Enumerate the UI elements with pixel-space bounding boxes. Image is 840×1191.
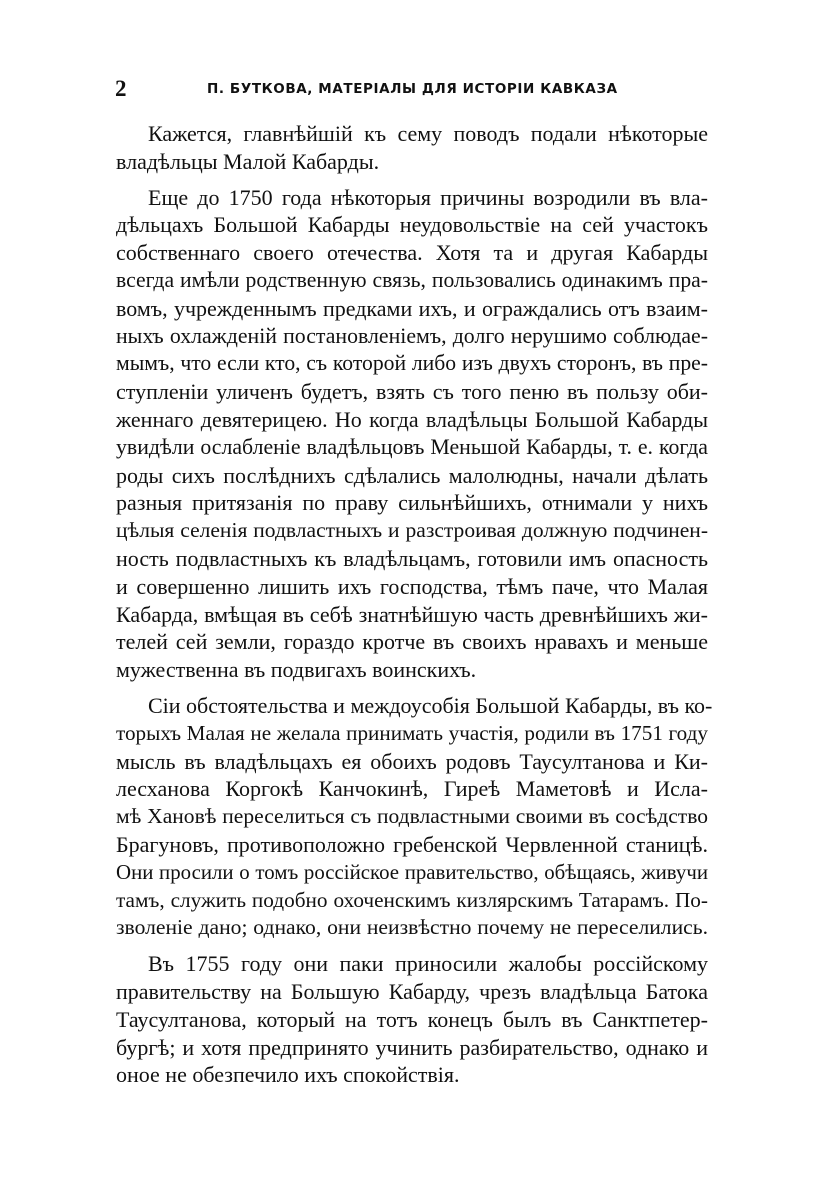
text-line: лесханова Коргокѣ Канчокинѣ, Гиреѣ Маметовѣ и Исла- xyxy=(116,776,708,802)
text-line: мѣ Хановѣ переселиться съ подвластными своими въ сосѣдство xyxy=(116,804,708,829)
page-header xyxy=(115,76,715,102)
text-line: мужественна въ подвигахъ воинскихъ. xyxy=(116,657,477,683)
page-number: 2 xyxy=(115,76,127,101)
text-line: дѣльцахъ Большой Кабарды неудовольствіе на сей участокъ xyxy=(116,212,708,238)
text-line: роды сихъ послѣднихъ сдѣлались малолюдны, начали дѣлать xyxy=(116,462,708,488)
text-line: правительству на Большую Кабарду, чрезъ владѣльца Батока xyxy=(116,978,708,1004)
paragraph xyxy=(116,184,708,684)
text-line: разныя притязанія по праву сильнѣйшихъ, отнимали у нихъ xyxy=(116,490,708,516)
text-line: собственнаго своего отечества. Хотя та и другая Кабарды xyxy=(116,240,708,266)
text-line: Кабарда, вмѣщая въ себѣ знатнѣйшую часть древнѣйшихъ жи- xyxy=(116,601,708,627)
text-line: цѣлыя селенія подвластныхъ и разстроивая должную подчинен- xyxy=(116,518,708,543)
text-line: зволеніе дано; однако, они неизвѣстно почему не переселились. xyxy=(116,915,708,940)
text-line: Въ 1755 году они паки приносили жалобы россійскому xyxy=(148,951,708,977)
running-title: П. БУТКОВА, МАТЕРІАЛЫ ДЛЯ ИСТОРІИ КАВКАЗА xyxy=(207,81,618,97)
text-line: Еще до 1750 года нѣкоторыя причины возродили въ вла- xyxy=(148,184,708,210)
text-line: мысль въ владѣльцахъ ея обоихъ родовъ Таусултанова и Ки- xyxy=(116,748,708,774)
text-line: Сіи обстоятельства и междоусобія Большой Кабарды, въ ко- xyxy=(148,692,713,718)
text-line: Кажется, главнѣйшій къ сему поводъ подали нѣкоторые xyxy=(148,121,708,146)
text-line: Они просили о томъ россійское правительство, обѣщаясь, живучи xyxy=(116,859,708,884)
paragraph xyxy=(116,950,708,1089)
text-line: и совершенно лишить ихъ господства, тѣмъ паче, что Малая xyxy=(116,573,708,599)
text-line: Таусултанова, который на тотъ конецъ былъ въ Санктпетер- xyxy=(116,1006,708,1032)
paragraph xyxy=(116,120,708,176)
text-line: тамъ, служить подобно охоченскимъ кизлярскимъ Татарамъ. По- xyxy=(116,887,708,912)
text-line: ныхъ охлажденій постановленіемъ, долго нерушимо соблюдае- xyxy=(116,323,708,348)
text-line: телей сей земли, гораздо кротче въ своихъ нравахъ и меньше xyxy=(116,629,708,655)
body-text xyxy=(116,120,713,1097)
text-line: ступленіи уличенъ будетъ, взять съ того пеню въ пользу оби- xyxy=(116,379,708,405)
text-line: оное не обезпечило ихъ спокойствія. xyxy=(116,1062,460,1088)
text-line: всегда имѣли родственную связь, пользовались одинакимъ пра- xyxy=(116,267,708,292)
paragraph xyxy=(116,692,713,942)
text-line: вомъ, учрежденнымъ предками ихъ, и ограждались отъ взаим- xyxy=(116,295,708,321)
text-line: увидѣли ослабленіе владѣльцовъ Меньшой Кабарды, т. е. когда xyxy=(116,434,708,459)
text-line: торыхъ Малая не желала принимать участія, родили въ 1751 году xyxy=(116,720,708,745)
text-line: Брагуновъ, противоположно гребенской Червленной станицѣ. xyxy=(116,831,708,857)
text-line: ность подвластныхъ къ владѣльцамъ, готовили имъ опасность xyxy=(116,545,708,571)
text-line: бургѣ; и хотя предпринято учинить разбирательство, однако и xyxy=(116,1034,708,1060)
text-line: владѣльцы Малой Кабарды. xyxy=(116,148,380,174)
text-line: женнаго девятерицею. Но когда владѣльцы Большой Кабарды xyxy=(116,406,708,432)
text-line: мымъ, что если кто, съ которой либо изъ двухъ сторонъ, въ пре- xyxy=(116,351,708,376)
